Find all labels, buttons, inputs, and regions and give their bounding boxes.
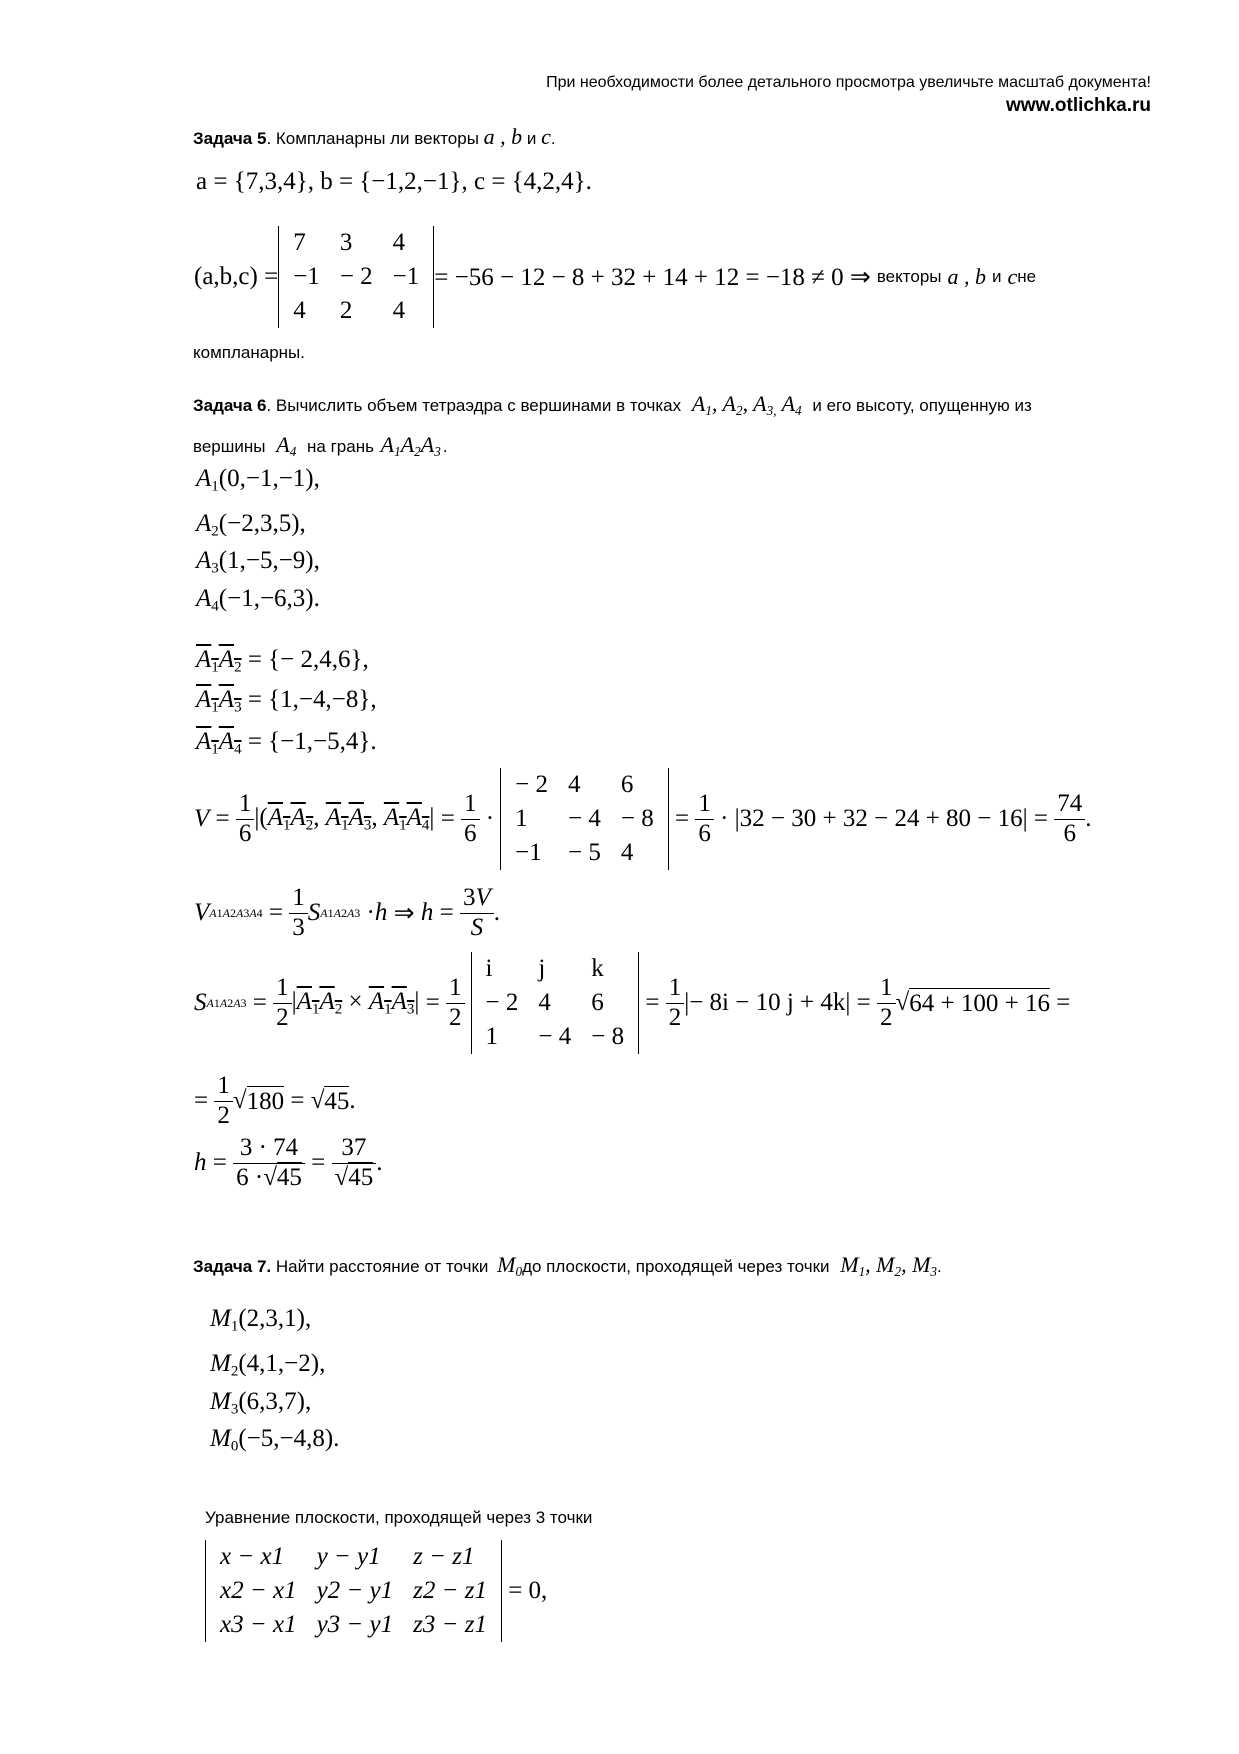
determinant-row — [476, 952, 635, 986]
determinant-cell: −1 — [392, 263, 420, 290]
task5-vecs: a , b — [483, 124, 523, 149]
determinant-row — [283, 260, 429, 294]
determinant-cell: y2 − y1 — [316, 1577, 394, 1604]
determinant-cell: 4 — [567, 771, 581, 798]
determinant-cell: 3 — [339, 229, 353, 256]
determinant-row — [505, 802, 664, 836]
determinant-cell: x2 − x1 — [220, 1577, 297, 1604]
task7-question: Задача 7. Найти расстояние от точки $M_0до$ плоскости, проходящей через точки $M_1$, $M_2$, $M_3$. — [193, 1252, 942, 1279]
determinant-cell: 6 — [620, 771, 634, 798]
determinant-cell: z − z1 — [413, 1543, 475, 1570]
determinant-cell: z2 − z1 — [413, 1577, 487, 1604]
determinant-row — [505, 836, 664, 870]
determinant-cell: − 8 — [591, 1023, 625, 1050]
determinant-row — [476, 986, 635, 1020]
determinant-row — [210, 1574, 497, 1608]
task6-area-result: = $\frac{1}{2}$ √ 180 = √ 45 . — [194, 1072, 356, 1129]
task6-area-formula: S A1A2A3 = $\frac{1}{2}$ $|A_1A_2 \times A_1A_3|$ = $\frac{1}{2}$ i j k − 2 4 6 1 − 4 − 8 = $\frac{1}{2}$ |− 8i − 10 j + 4k| = $\frac{1}{2}$ √ 64 + 100 + 16 = — [194, 952, 1070, 1054]
task7-point-m1: $M_1(2,3,1)$, — [210, 1305, 312, 1335]
task6-label: Задача 6 — [193, 396, 267, 415]
task6-height-result: h = $\frac{3 \cdot 74}{6 \cdot√45}$ = $\frac{37}{√45}$ . — [194, 1134, 383, 1191]
task7-plane-label: Уравнение плоскости, проходящей через 3 точки — [205, 1508, 593, 1527]
task5-det-line: (a,b,c) = 7 3 4 −1 − 2 −1 4 2 4 = −56 − 12 − 8 + 32 + 14 + 12 = −18 ≠ 0 ⇒ векторы a , b и c не — [194, 226, 1036, 328]
task6-point-a3: $A_3(1,-5,-9)$, — [196, 547, 320, 577]
determinant-cell: − 2 — [485, 989, 519, 1016]
determinant-cell: − 5 — [567, 839, 601, 866]
determinant-cell: 1 — [485, 1023, 499, 1050]
determinant-cell: − 2 — [339, 263, 373, 290]
determinant-cell: x3 − x1 — [220, 1611, 297, 1638]
determinant-row — [476, 1020, 635, 1054]
determinant-cell: 4 — [620, 839, 634, 866]
header-site: www.otlichka.ru — [1006, 95, 1151, 116]
task6-vector-a1a3: $A_1A_3 = \{1,-4,-8\}$, — [196, 686, 377, 716]
determinant-cell: 4 — [392, 229, 406, 256]
determinant-cell: −1 — [293, 263, 320, 290]
determinant-row — [283, 294, 429, 328]
determinant-cell: −1 — [515, 839, 542, 866]
task6-vector-a1a4: $A_1A_4 = \{-1,-5,4\}$. — [196, 728, 377, 758]
determinant-cell: 6 — [591, 989, 604, 1016]
task5-given: a = {7,3,4}, b = {−1,2,−1}, c = {4,2,4}. — [196, 168, 592, 195]
task7-point-m0: $M_0(-5,-4,8)$. — [210, 1425, 340, 1455]
determinant-cell: 7 — [293, 229, 306, 256]
determinant-cell: z3 − z1 — [413, 1611, 487, 1638]
task6-point-a1: $A_1(0,-1,-1)$, — [196, 465, 320, 495]
task5-determinant — [278, 226, 434, 328]
task6-question-line2: вершины $A_4$ на грань $A_1A_2A_3$ . — [193, 432, 448, 459]
task7-plane-equation: x − x1 y − y1 z − z1 x2 − x1 y2 − y1 z2 − z1 x3 − x1 y3 − y1 z3 − z1 = 0, — [205, 1540, 547, 1642]
determinant-row — [283, 226, 429, 260]
determinant-cell: − 8 — [620, 805, 654, 832]
determinant-row — [505, 768, 664, 802]
determinant-cell: 2 — [339, 297, 353, 324]
determinant-cell: j — [538, 955, 546, 982]
task7-plane-determinant — [205, 1540, 502, 1642]
task5-label: Задача 5 — [193, 129, 267, 148]
determinant-cell: k — [591, 955, 604, 982]
task6-question: Задача 6. Вычислить объем тетраэдра с вершинами в точках $A_1$, $A_2$, $A_{3,}$ $A_4$ и его высоту, опущенную из — [193, 391, 1032, 418]
determinant-cell: 4 — [293, 297, 306, 324]
task6-volume-determinant — [500, 768, 669, 870]
task6-point-a4: $A_4(-1,-6,3)$. — [196, 585, 320, 615]
determinant-cell: − 2 — [515, 771, 548, 798]
task5-conclusion-end: компланарны. — [193, 343, 305, 362]
determinant-cell: 4 — [538, 989, 551, 1016]
determinant-cell: − 4 — [567, 805, 601, 832]
determinant-row — [210, 1608, 497, 1642]
determinant-cell: y3 − y1 — [316, 1611, 394, 1638]
header-note: При необходимости более детального просмотра увеличьте масштаб документа! — [546, 74, 1151, 91]
task7-point-m3: $M_3(6,3,7)$, — [210, 1388, 312, 1418]
determinant-row — [210, 1540, 497, 1574]
determinant-cell: y − y1 — [316, 1543, 381, 1570]
task6-height-relation: V A1A2A3A4 = $\frac{1}{3}$ S A1A2A3 · h ⇒ h = $\frac{3V}{S}$ . — [194, 884, 500, 941]
task7-point-m2: $M_2(4,1,-2)$, — [210, 1350, 326, 1380]
task6-cross-determinant — [471, 952, 640, 1054]
determinant-cell: 4 — [392, 297, 406, 324]
task7-label: Задача 7. — [193, 1257, 272, 1276]
determinant-cell: x − x1 — [220, 1543, 285, 1570]
task6-volume-formula: V = $\frac{1}{6}$ $|(A_1A_2$, $A_1A_3$, $A_1A_4|$ = $\frac{1}{6}$ · − 2 4 6 1 − 4 − 8 −1 − 5 4 = $\frac{1}{6}$ · |32 − 30 + 32 − 24 + 80 − 16| = $\frac{74}{6}$ . — [194, 768, 1092, 870]
determinant-cell: 1 — [515, 805, 528, 832]
task6-vector-a1a2: $A_1A_2$ = {− 2,4,6}, — [196, 646, 369, 676]
determinant-cell: − 4 — [538, 1023, 572, 1050]
task6-point-a2: $A_2(-2,3,5)$, — [196, 510, 306, 540]
task5-question: Задача 5. Компланарны ли векторы a , b и c. — [193, 124, 556, 149]
determinant-cell: i — [485, 955, 493, 982]
